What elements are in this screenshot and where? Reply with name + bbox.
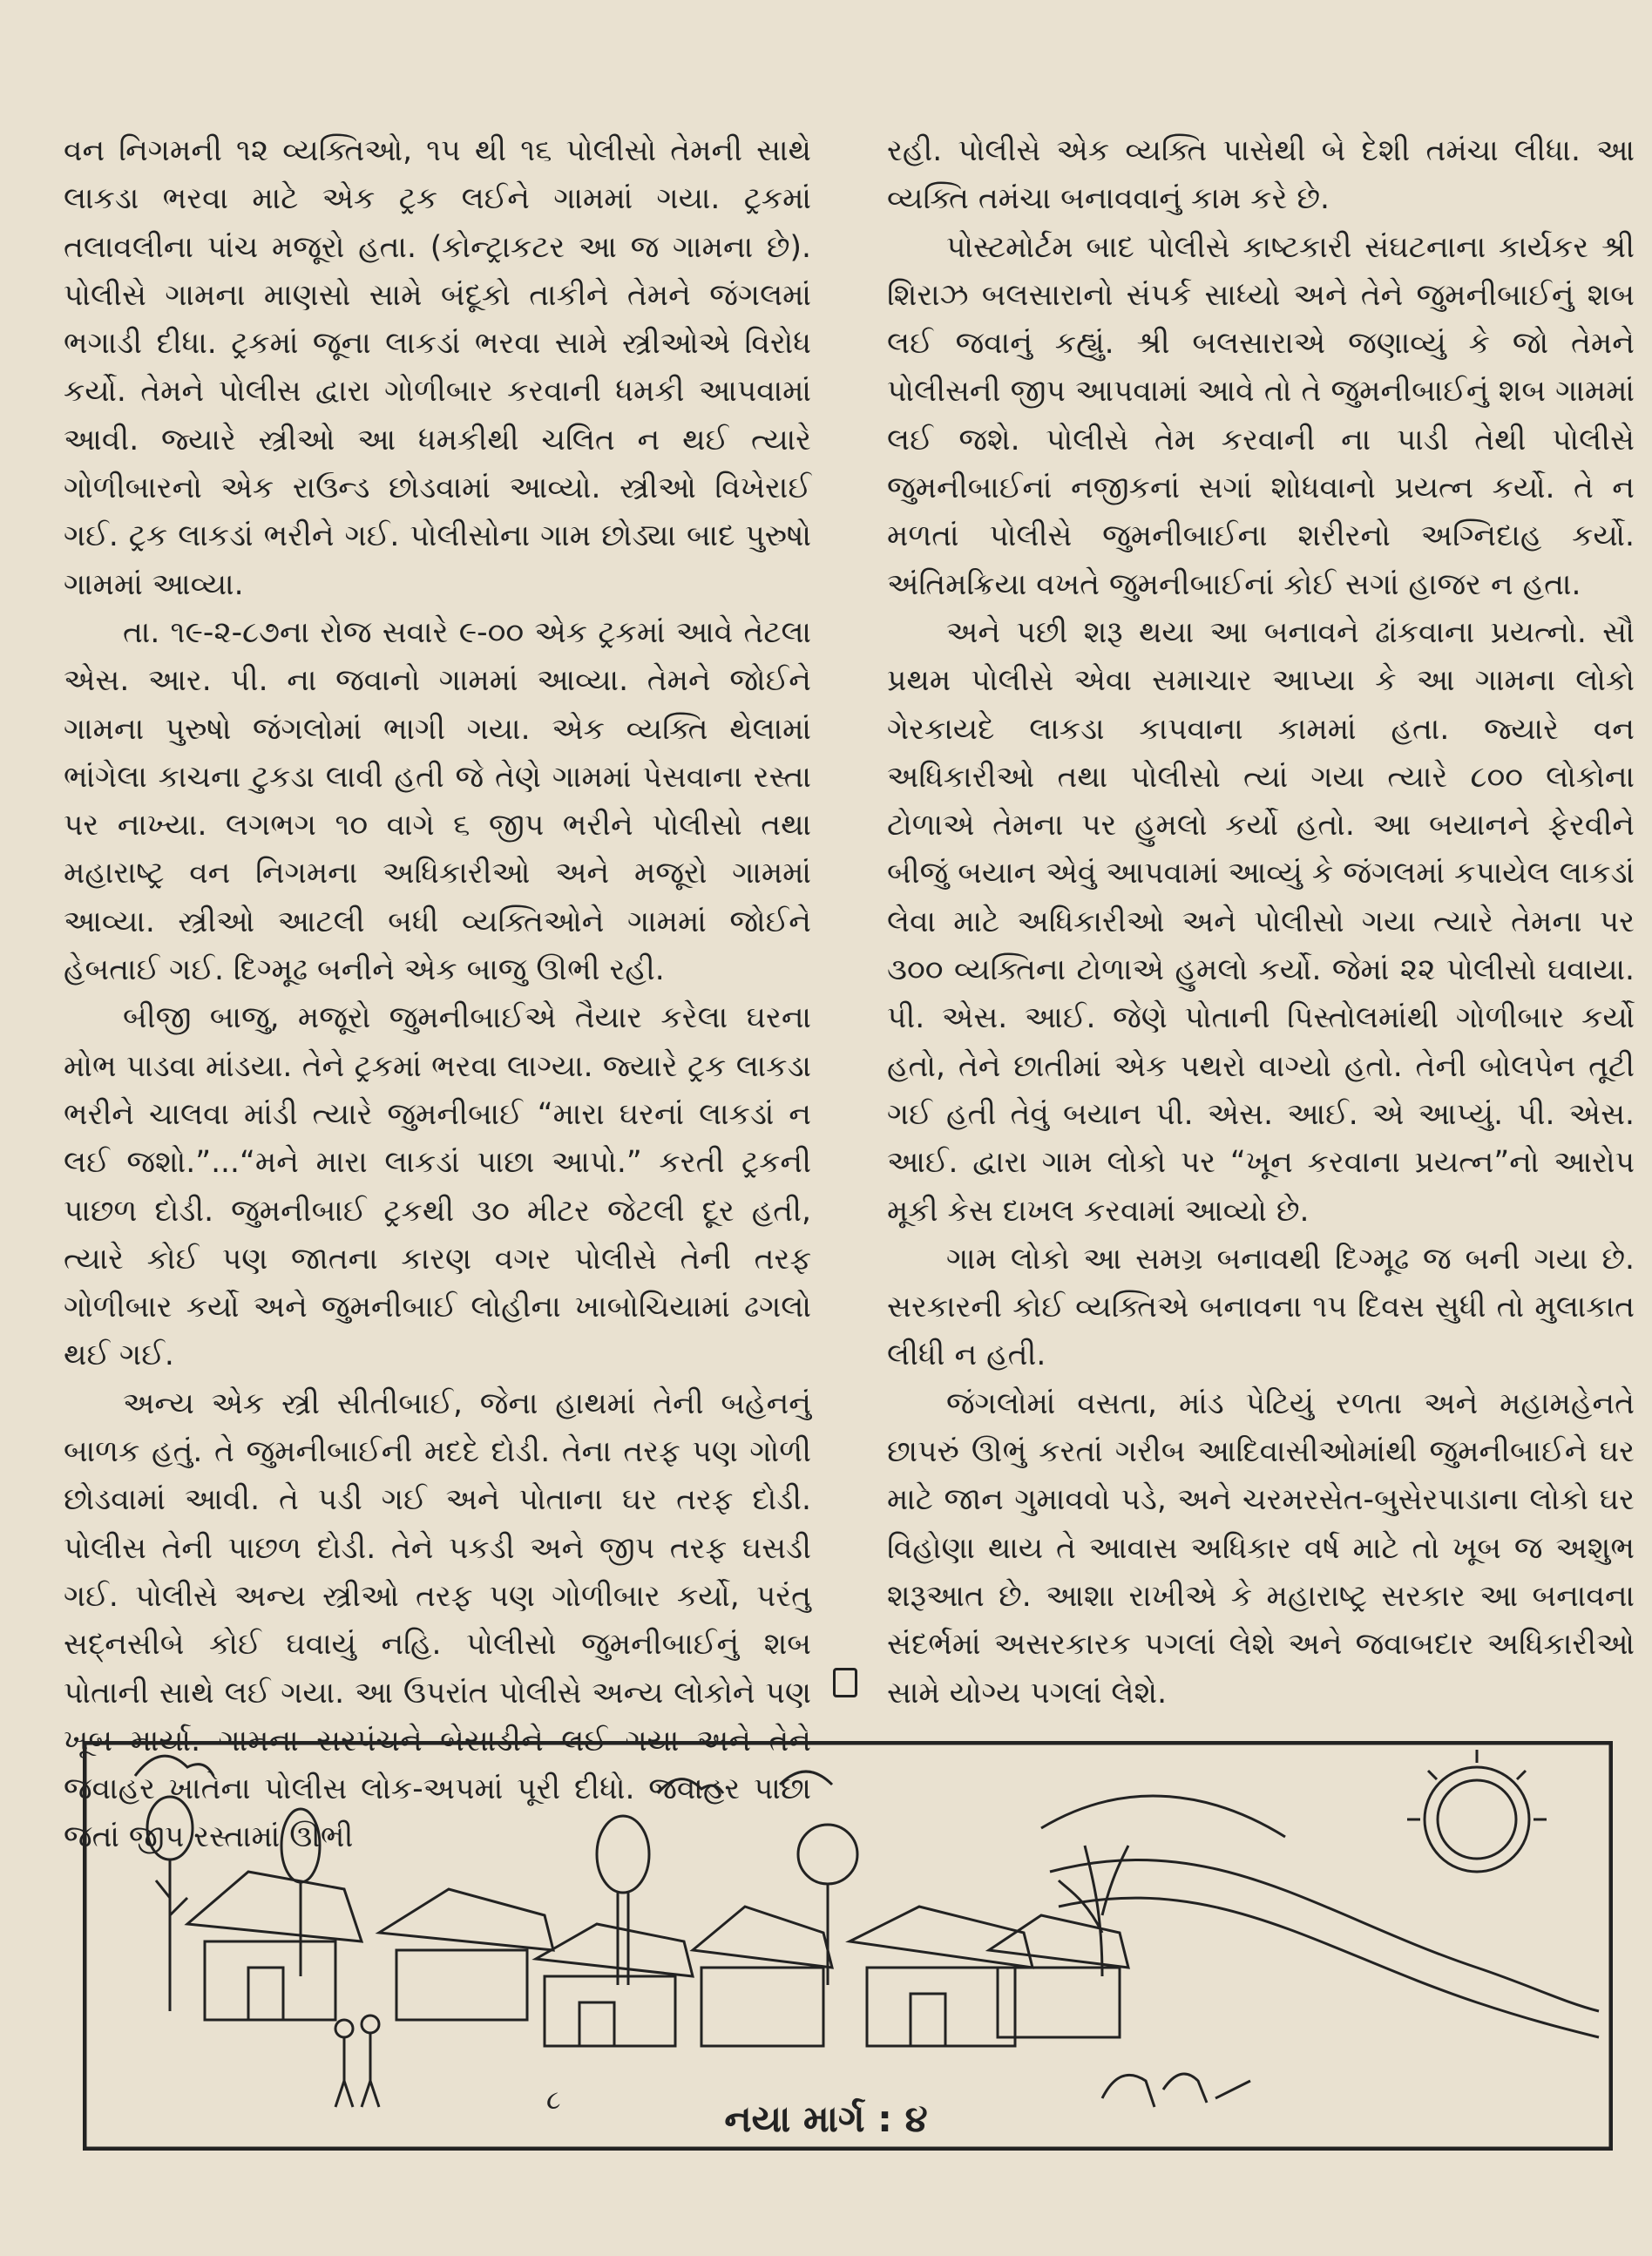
- illustration-mark: ૮: [546, 2085, 561, 2116]
- paragraph: અને પછી શરૂ થયા આ બનાવને ઢાંકવાના પ્રયત્નો. સૌ પ્રથમ પોલીસે એવા સમાચાર આપ્યા કે આ ગામના લોકો ગેરકાયદે લાકડા કાપવાના કામમાં હતા. જ્યારે વન અધિકારીઓ તથા પોલીસો ત્યાં ગયા ત્યારે ૮૦૦ લોકોના ટોળાએ તેમના પર હુમલો કર્યો હતો. આ બયાનને ફેરવીને બીજું બયાન એવું આપવામાં આવ્યું કે જંગલમાં કપાયેલ લાકડાં લેવા માટે અધિકારીઓ અને પોલીસો ગયા ત્યારે તેમના પર ૩૦૦ વ્યક્તિના ટોળાએ હુમલો કર્યો. જેમાં ૨૨ પોલીસો ઘવાયા. પી. એસ. આઈ. જેણે પોતાની પિસ્તોલમાંથી ગોળીબાર કર્યો હતો, તેને છાતીમાં એક પથરો વાગ્યો હતો. તેની બોલપેન તૂટી ગઈ હતી તેવું બયાન પી. એસ. આઈ. એ આપ્યું. પી. એસ. આઈ. દ્વારા ગામ લોકો પર “ખૂન કરવાના પ્રયત્ન”નો આરોપ મૂકી કેસ દાખલ કરવામાં આવ્યો છે.: [887, 614, 1635, 1229]
- page-footer: [0, 2097, 1652, 2141]
- hut: [536, 1924, 693, 2046]
- tree: [281, 1809, 320, 1976]
- bird: [135, 1756, 213, 1776]
- tree: [1059, 1846, 1128, 1976]
- right-column: [887, 127, 1635, 1717]
- paragraph: અન્ય એક સ્ત્રી સીતીબાઈ, જેના હાથમાં તેની બહેનનું બાળક હતું. તે જુમનીબાઈની મદદે દોડી. તેના તરફ પણ ગોળી છોડવામાં આવી. તે પડી ગઈ અને પોતાના ઘર તરફ દોડી. પોલીસ તેની પાછળ દોડી. તેને પકડી અને જીપ તરફ ઘસડી ગઈ. પોલીસે અન્ય સ્ત્રીઓ તરફ પણ ગોળીબાર કર્યો, પરંતુ સદ્નસીબે કોઈ ઘવાયું નહિ. પોલીસો જુમનીબાઈનું શબ પોતાની સાથે લઈ ગયા. આ ઉપરાંત પોલીસે અન્ય લોકોને પણ ખૂબ માર્યા. ગામના સરપંચને બેસાડીને લઈ ગયા અને તેને જવાહર ખાતેના પોલીસ લોક-અપમાં પૂરી દીધો. જવાહર પાછા જતાં જીપ રસ્તામાં ઊભી: [64, 1385, 811, 1855]
- village-illustration: [83, 1741, 1613, 2151]
- end-of-article-mark: [833, 1668, 857, 1697]
- page-number: ૪: [904, 2097, 928, 2140]
- tree: [147, 1797, 193, 2011]
- paragraph: વન નિગમની ૧૨ વ્યક્તિઓ, ૧૫ થી ૧૬ પોલીસો તેમની સાથે લાકડા ભરવા માટે એક ટ્રક લઈને ગામમાં ગયા. ટ્રકમાં તલાવલીના પાંચ મજૂરો હતા. (કોન્ટ્રાકટર આ જ ગામના છે). પોલીસે ગામના માણસો સામે બંદૂકો તાકીને તેમને જંગલમાં ભગાડી દીધા. ટ્રકમાં જૂના લાકડાં ભરવા સામે સ્ત્રીઓએ વિરોધ કર્યો. તેમને પોલીસ દ્વારા ગોળીબાર કરવાની ધમકી આપવામાં આવી. જ્યારે સ્ત્રીઓ આ ધમકીથી ચલિત ન થઈ ત્યારે ગોળીબારનો એક રાઉન્ડ છોડવામાં આવ્યો. સ્ત્રીઓ વિખેરાઈ ગઈ. ટ્રક લાકડાં ભરીને ગઈ. પોલીસોના ગામ છોડ્યા બાદ પુરુષો ગામમાં આવ્યા.: [64, 133, 811, 602]
- hut: [379, 1889, 553, 2020]
- hut: [989, 1915, 1128, 2037]
- tree: [597, 1816, 649, 1985]
- paragraph: બીજી બાજુ, મજૂરો જુમનીબાઈએ તૈયાર કરેલા ઘરના મોભ પાડવા માંડયા. તેને ટ્રકમાં ભરવા લાગ્યા. જ્યારે ટ્રક લાકડા ભરીને ચાલવા માંડી ત્યારે જુમનીબાઈ “મારા ઘરનાં લાકડાં ન લઈ જશો.”...“મને મારા લાકડાં પાછા આપો.” કરતી ટ્રકની પાછળ દોડી. જુમનીબાઈ ટ્રકથી ૩૦ મીટર જેટલી દૂર હતી, ત્યારે કોઈ પણ જાતના કારણ વગર પોલીસે તેની તરફ ગોળીબાર કર્યો અને જુમનીબાઈ લોહીના ખાબોચિયામાં ઢગલો થઈ ગઈ.: [64, 1000, 811, 1373]
- paragraph: તા. ૧૯-૨-૮૭ના રોજ સવારે ૯-૦૦ એક ટ્રકમાં આવે તેટલા એસ. આર. પી. ના જવાનો ગામમાં આવ્યા. તેમને જોઈને ગામના પુરુષો જંગલોમાં ભાગી ગયા. એક વ્યક્તિ થેલામાં ભાંગેલા કાચના ટુકડા લાવી હતી જે તેણે ગામમાં પેસવાના રસ્તા પર નાખ્યા. લગભગ ૧૦ વાગે ૬ જીપ ભરીને પોલીસો તથા મહારાષ્ટ્ર વન નિગમના અધિકારીઓ અને મજૂરો ગામમાં આવ્યા. સ્ત્રીઓ આટલી બધી વ્યક્તિઓને ગામમાં જોઈને હેબતાઈ ગઈ. દિગ્મૂઢ બનીને એક બાજુ ઊભી રહી.: [64, 614, 811, 988]
- paragraph: ગામ લોકો આ સમગ્ર બનાવથી દિગ્મૂઢ જ બની ગયા છે. સરકારની કોઈ વ્યક્તિએ બનાવના ૧૫ દિવસ સુધી તો મુલાકાત લીધી ન હતી.: [887, 1241, 1635, 1373]
- people: [335, 2015, 379, 2107]
- illustration-frame: [85, 1743, 1611, 2149]
- sun: [1407, 1750, 1547, 1872]
- hut: [187, 1872, 362, 2020]
- bird: [658, 1779, 723, 1793]
- hut: [693, 1907, 832, 2046]
- left-column: [64, 127, 811, 1862]
- publication-name: નયા માર્ગ: [724, 2097, 865, 2140]
- river: [1050, 1860, 1599, 2011]
- paragraph: રહી. પોલીસે એક વ્યક્તિ પાસેથી બે દેશી તમંચા લીધા. આ વ્યક્તિ તમંચા બનાવવાનું કામ કરે છે.: [887, 133, 1635, 217]
- hut: [850, 1907, 1032, 2046]
- paragraph: પોસ્ટમોર્ટમ બાદ પોલીસે કાષ્ટકારી સંઘટનાના કાર્યકર શ્રી શિરાઝ બલસારાનો સંપર્ક સાધ્યો અને તેને જુમનીબાઈનું શબ લઈ જવાનું કહ્યું. શ્રી બલસારાએ જણાવ્યું કે જો તેમને પોલીસની જીપ આપવામાં આવે તો તે જુમનીબાઈનું શબ ગામમાં લઈ જશે. પોલીસે તેમ કરવાની ના પાડી તેથી પોલીસે જુમનીબાઈનાં નજીકનાં સગાં શોધવાનો પ્રયત્ન કર્યો. તે ન મળતાં પોલીસે જુમનીબાઈના શરીરનો અગ્નિદાહ કર્યો. અંતિમક્રિયા વખતે જુમનીબાઈનાં કોઈ સગાં હાજર ન હતા.: [887, 229, 1635, 602]
- bird: [780, 1772, 832, 1785]
- paragraph: જંગલોમાં વસતા, માંડ પેટિયું રળતા અને મહામહેનતે છાપરું ઊભું કરતાં ગરીબ આદિવાસીઓમાંથી જુમનીબાઈને ઘર માટે જાન ગુમાવવો પડે, અને ચરમરસેત-બુસેરપાડાના લોકો ઘર વિહોણા થાય તે આવાસ અધિકાર વર્ષ માટે તો ખૂબ જ અશુભ શરૂઆત છે. આશા રાખીએ કે મહારાષ્ટ્ર સરકાર આ બનાવના સંદર્ભમાં અસરકારક પગલાં લેશે અને જવાબદાર અધિકારીઓ સામે યોગ્ય પગલાં લેશે.: [887, 1385, 1635, 1711]
- footer-separator: :: [877, 2097, 892, 2140]
- tree: [798, 1825, 857, 1985]
